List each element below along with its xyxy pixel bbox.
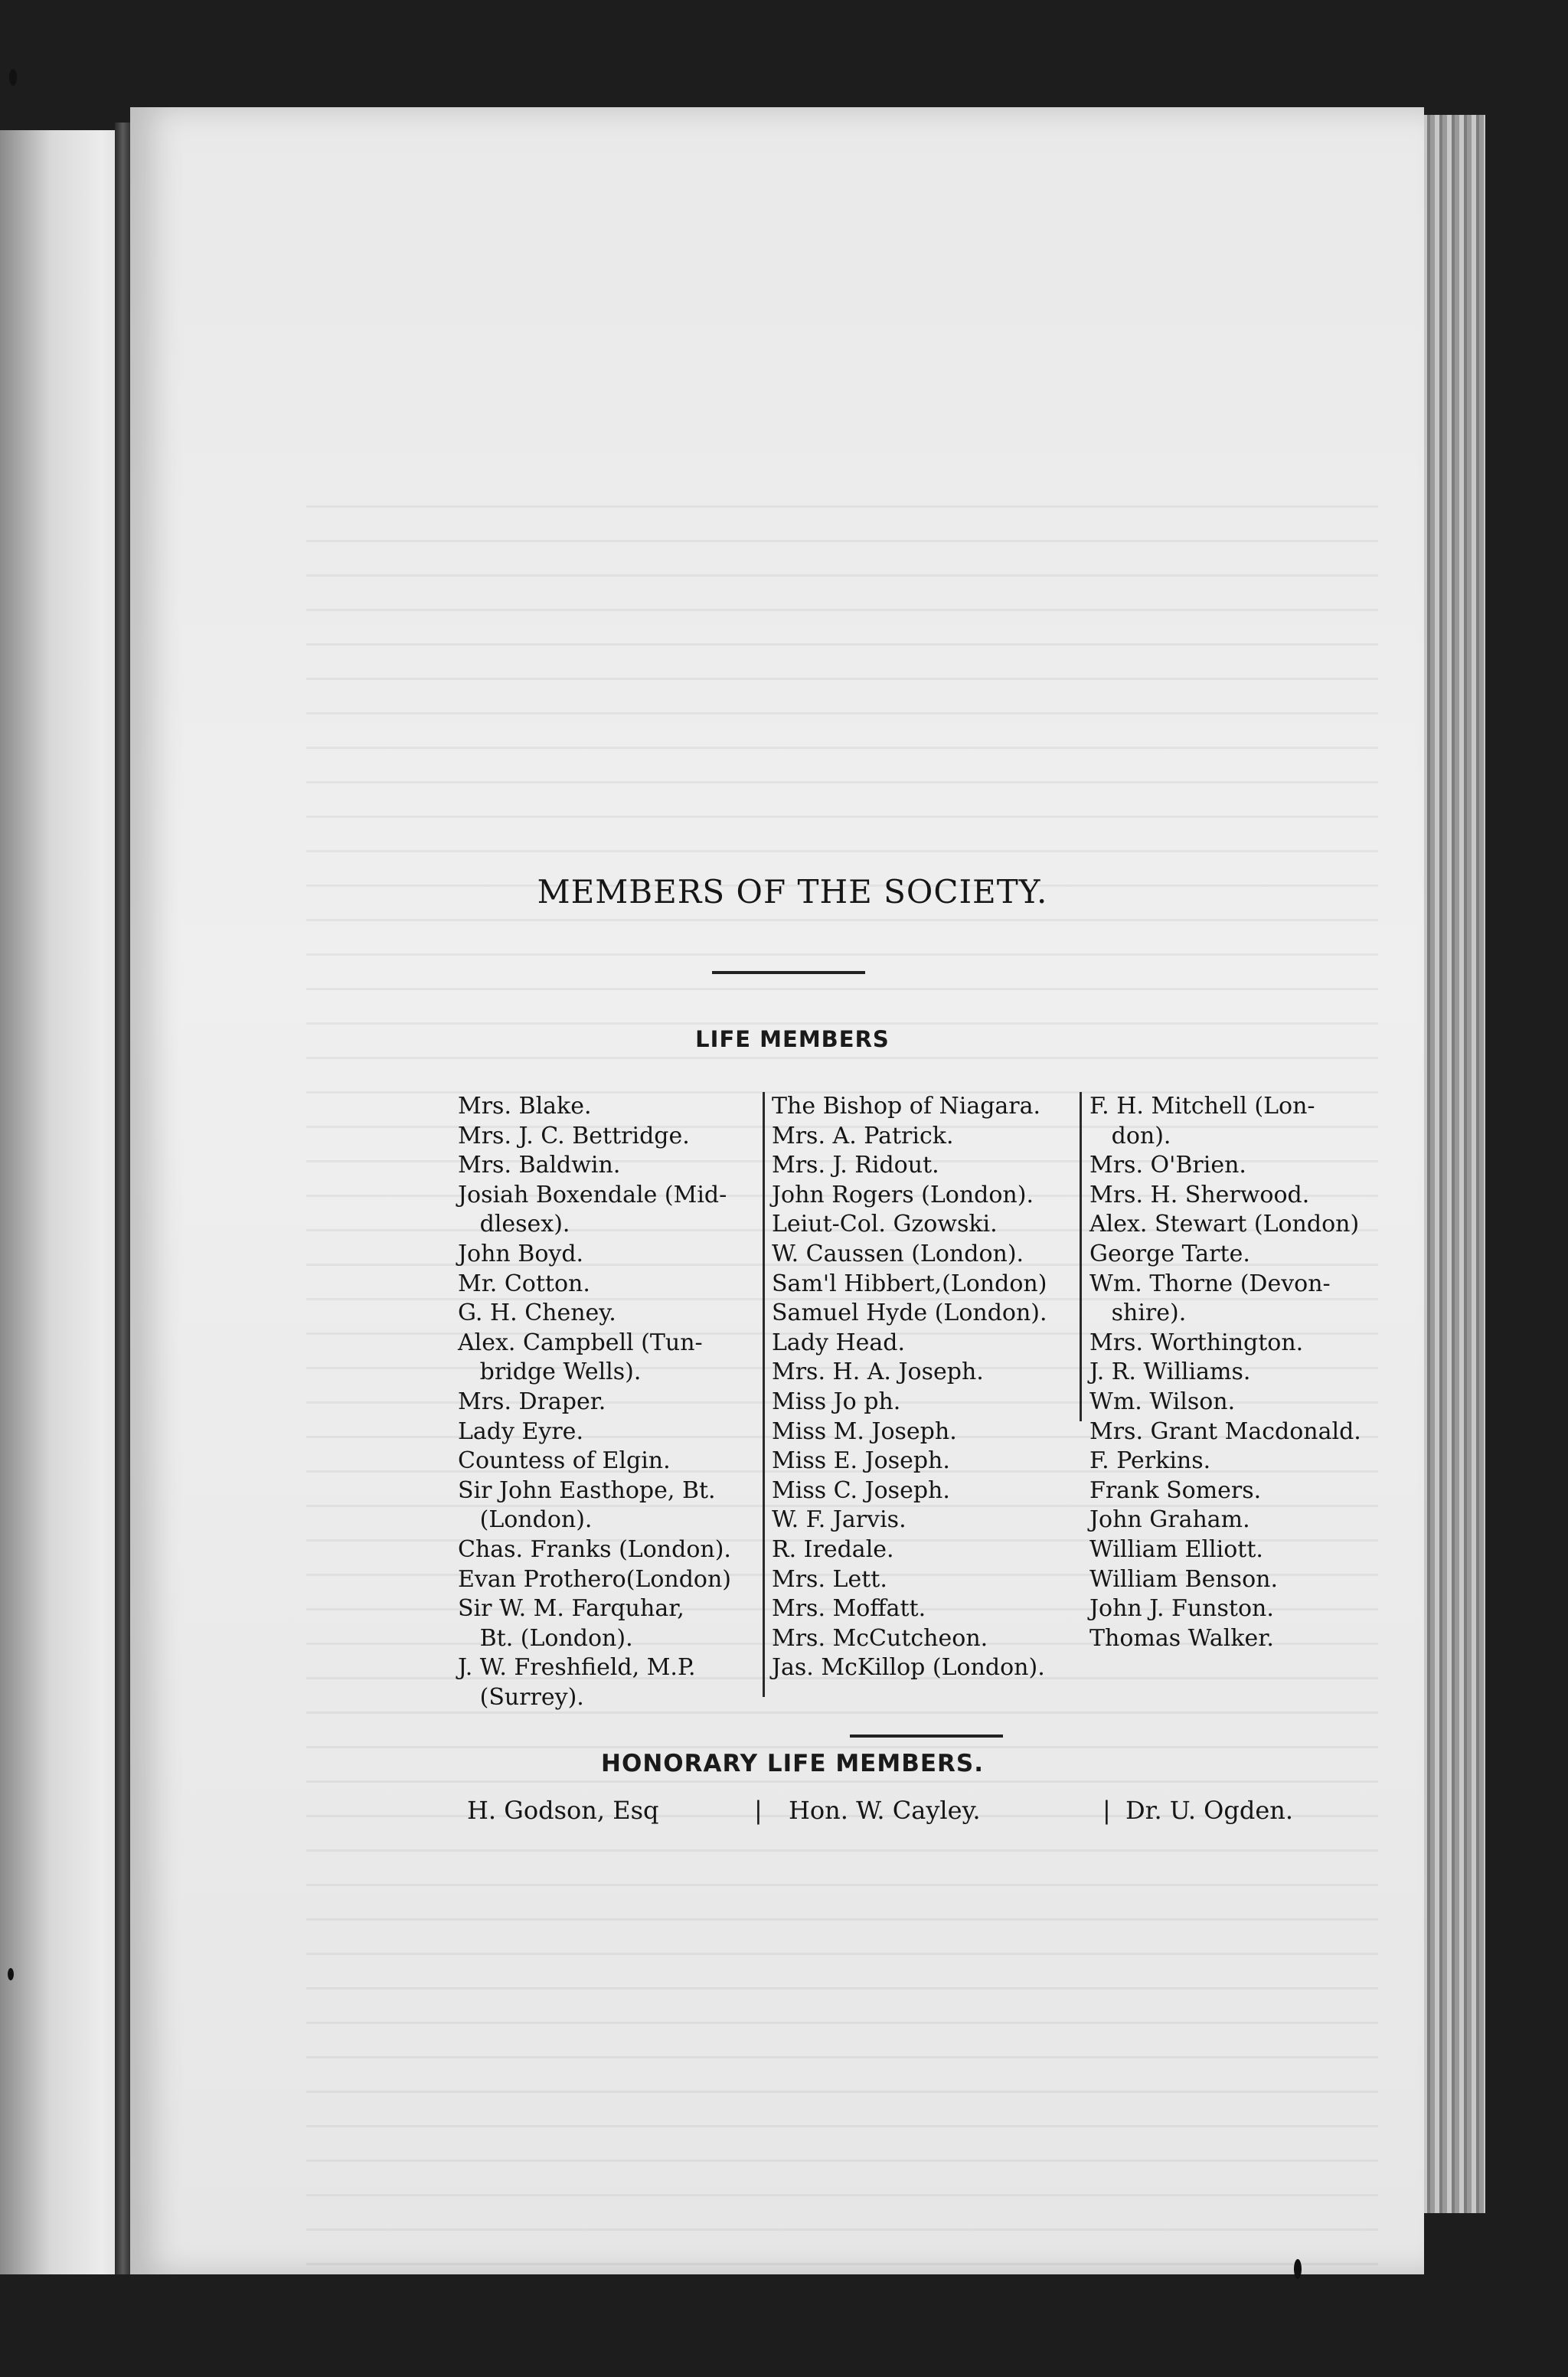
member-entry: Mrs. A. Patrick. xyxy=(772,1122,954,1149)
member-entry: don). xyxy=(1089,1122,1171,1149)
member-separator: | xyxy=(1102,1796,1111,1825)
member-entry: F. Perkins. xyxy=(1089,1447,1211,1475)
member-entry: shire). xyxy=(1089,1300,1187,1327)
member-entry: Mrs. H. A. Joseph. xyxy=(772,1359,984,1386)
member-entry: Evan Prothero(London) xyxy=(458,1565,732,1593)
column-divider xyxy=(1080,1092,1082,1421)
member-entry: Sam'l Hibbert,(London) xyxy=(772,1270,1047,1297)
member-entry: W. Caussen (London). xyxy=(772,1240,1024,1267)
member-entry: R. Iredale. xyxy=(772,1535,894,1563)
member-entry: Countess of Elgin. xyxy=(458,1447,671,1475)
life-members-column-3 xyxy=(1089,1092,1411,1653)
column-divider xyxy=(763,1092,765,1697)
member-entry: Sir W. M. Farquhar, xyxy=(458,1595,684,1623)
member-entry: Mrs. Moffatt. xyxy=(772,1595,926,1623)
member-entry: Thomas Walker. xyxy=(1089,1624,1274,1652)
member-entry: Sir John Easthope, Bt. xyxy=(458,1476,716,1504)
member-entry: Miss E. Joseph. xyxy=(772,1447,950,1475)
life-members-columns xyxy=(328,1092,1400,1711)
member-entry: John J. Funston. xyxy=(1089,1595,1274,1623)
scan-speck xyxy=(1294,2259,1302,2279)
member-entry: John Rogers (London). xyxy=(772,1181,1034,1208)
member-entry: Jas. McKillop (London). xyxy=(772,1654,1045,1682)
member-entry: Josiah Boxendale (Mid- xyxy=(458,1181,727,1208)
member-entry: bridge Wells). xyxy=(458,1359,642,1386)
life-members-column-1 xyxy=(458,1092,764,1712)
member-entry: Mrs. McCutcheon. xyxy=(772,1624,988,1652)
member-entry: Lady Eyre. xyxy=(458,1417,583,1445)
member-entry: Mrs. Worthington. xyxy=(1089,1329,1304,1356)
member-entry: Bt. (London). xyxy=(458,1624,633,1652)
member-entry: William Elliott. xyxy=(1089,1535,1263,1563)
member-entry: Lady Head. xyxy=(772,1329,906,1356)
member-entry: Mr. Cotton. xyxy=(458,1270,590,1297)
member-entry: Chas. Franks (London). xyxy=(458,1535,731,1563)
member-entry: Alex. Campbell (Tun- xyxy=(458,1329,703,1356)
member-entry: The Bishop of Niagara. xyxy=(772,1093,1041,1120)
scan-speck xyxy=(9,69,17,86)
member-entry: J. R. Williams. xyxy=(1089,1359,1251,1386)
member-entry: Frank Somers. xyxy=(1089,1476,1262,1504)
member-entry: Samuel Hyde (London). xyxy=(772,1300,1047,1327)
life-members-heading: LIFE MEMBERS xyxy=(695,1026,890,1052)
member-entry: Miss C. Joseph. xyxy=(772,1476,950,1504)
member-entry: John Boyd. xyxy=(458,1240,584,1267)
member-entry: George Tarte. xyxy=(1089,1240,1250,1267)
member-entry: Miss M. Joseph. xyxy=(772,1417,957,1445)
scan-speck xyxy=(8,1968,14,1980)
member-entry: William Benson. xyxy=(1089,1565,1278,1593)
member-entry: Mrs. Draper. xyxy=(458,1388,606,1415)
member-entry: Mrs. Lett. xyxy=(772,1565,887,1593)
member-entry: (London). xyxy=(458,1506,593,1534)
member-entry: Mrs. H. Sherwood. xyxy=(1089,1181,1310,1208)
member-entry: Miss Jo ph. xyxy=(772,1388,901,1415)
member-entry: Mrs. J. Ridout. xyxy=(772,1152,939,1179)
title-rule xyxy=(712,971,865,974)
page-title: MEMBERS OF THE SOCIETY. xyxy=(537,873,1048,911)
honorary-members-row xyxy=(467,1796,1386,1999)
member-entry: dlesex). xyxy=(458,1211,570,1238)
member-entry: W. F. Jarvis. xyxy=(772,1506,906,1534)
document-page xyxy=(130,107,1424,2274)
member-entry: Mrs. O'Brien. xyxy=(1089,1152,1246,1179)
member-entry: Mrs. J. C. Bettridge. xyxy=(458,1122,690,1149)
member-separator: | xyxy=(754,1796,763,1825)
member-entry: G. H. Cheney. xyxy=(458,1300,616,1327)
honorary-member: Hon. W. Cayley. xyxy=(789,1796,981,1825)
section-rule xyxy=(850,1735,1003,1738)
member-entry: Leiut-Col. Gzowski. xyxy=(772,1211,998,1238)
honorary-member: H. Godson, Esq xyxy=(467,1796,659,1825)
member-entry: Wm. Wilson. xyxy=(1089,1388,1236,1415)
member-entry: Mrs. Blake. xyxy=(458,1093,592,1120)
member-entry: Alex. Stewart (London) xyxy=(1089,1211,1360,1238)
member-entry: Wm. Thorne (Devon- xyxy=(1089,1270,1331,1297)
member-entry: J. W. Freshfield, M.P. xyxy=(458,1654,696,1682)
member-entry: Mrs. Baldwin. xyxy=(458,1152,621,1179)
life-members-column-2 xyxy=(772,1092,1093,1683)
member-entry: Mrs. Grant Macdonald. xyxy=(1089,1417,1361,1445)
member-entry: (Surrey). xyxy=(458,1683,584,1711)
honorary-members-heading: HONORARY LIFE MEMBERS. xyxy=(601,1750,984,1777)
honorary-member: Dr. U. Ogden. xyxy=(1125,1796,1294,1825)
member-entry: F. H. Mitchell (Lon- xyxy=(1089,1093,1315,1120)
member-entry: John Graham. xyxy=(1089,1506,1250,1534)
